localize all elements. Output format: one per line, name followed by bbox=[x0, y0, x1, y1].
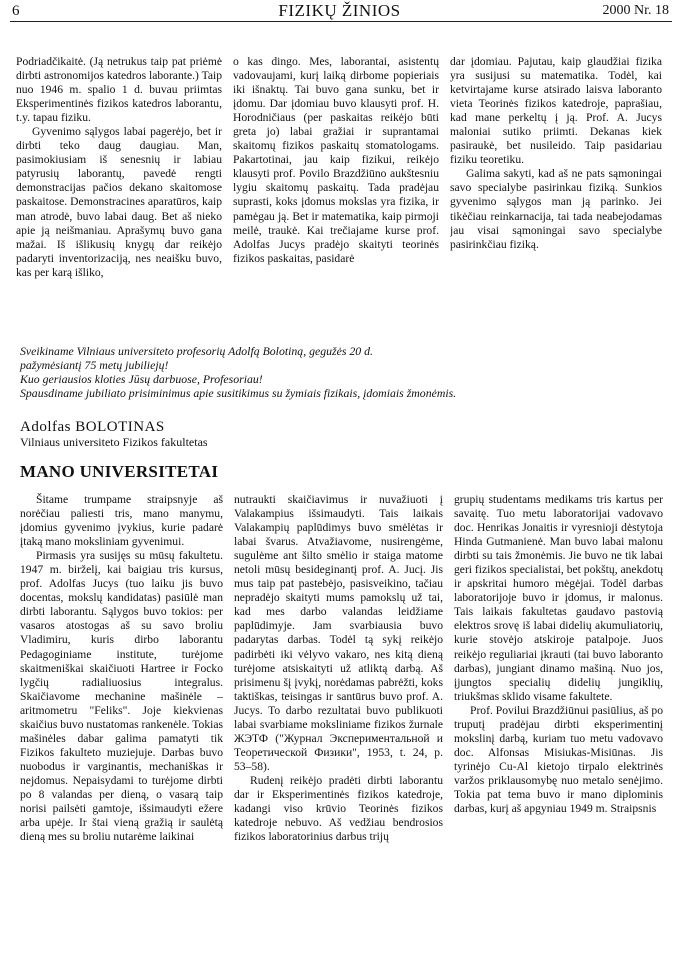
page-header bbox=[0, 0, 679, 22]
greeting-line: Kuo geriausios kloties Jūsų darbuose, Profesoriau! bbox=[20, 372, 263, 386]
paragraph: Šitame trumpame straipsnyje aš norėčiau paliesti tris, mano manymu, įdomius gyvenimo įvykius, kurie padarė įtaką mano moksliniam gyvenimui. bbox=[20, 493, 223, 549]
greeting-note bbox=[20, 344, 660, 400]
greeting-line: Spausdiname jubiliato prisiminimus apie susitikimus su žymiais fizikais, įdomiais žmonėmis. bbox=[20, 386, 457, 400]
header-rule bbox=[10, 21, 672, 22]
article-affiliation: Vilniaus universiteto Fizikos fakultetas bbox=[20, 435, 208, 449]
article-title: MANO UNIVERSITETAI bbox=[20, 462, 219, 481]
paragraph: Podriadčikaitė. (Ją netrukus taip pat priėmė dirbti astronomijos katedros laborante.) Taip nuo 1946 m. spalio 1 d. buvau priimtas Eksperimentinės fizikos katedros laborantu, t.y. tapau fiziku. bbox=[16, 55, 222, 125]
article-author: Adolfas BOLOTINAS bbox=[20, 419, 165, 435]
paragraph: dar įdomiau. Pajutau, kaip glaudžiai fizika yra susijusi su matematika. Todėl, kai ketvirtajame kurse atsirado laisva laboranto vieta Teorinės fizikos katedroje, paprašiau, kad mane perkeltų į ją. Prof. A. Jucys maloniai sutiko priimti. Dekanas kiek pasiraukė, bet nusileido. Taip pasidariau fiziku teoretiku. bbox=[450, 55, 662, 167]
paragraph: o kas dingo. Mes, laborantai, asistentų vadovaujami, kurį laiką dirbome popieriais iki išnaktų. Tai buvo gana sunku, bet ir įdomu. Dar įdomiau buvo klausyti prof. H. Horodničiaus (per paskaitas reikėjo būti greta jo) labai gražiai ir suprantamai skaitomų fizikos paskaitų stomatologams. Pakartotinai, jau kaip fizikui, reikėjo klausyti prof. Povilo Brazdžiūno aukštesniu lygiu skaitomų paskaitų. Tada pradėjau suprasti, koks įdomus mokslas yra fizika, ir pamėgau ją. Bet ir matematika, kaip pirmoji meilė, traukė. Kai trečiajame kurse prof. Adolfas Jucys pradėjo skaityti teorinės fizikos paskaitas, pasidarė bbox=[233, 55, 439, 265]
issue-label: 2000 Nr. 18 bbox=[602, 3, 669, 18]
top-column-3 bbox=[450, 55, 662, 333]
paragraph: Rudenį reikėjo pradėti dirbti laborantu dar ir Eksperimentinės fizikos katedroje, kadangi viso krūvio Teorinės fizikos katedroje nebuvo. Aš vedžiau bendrosios fizikos laboratorinius darbus trijų bbox=[234, 773, 443, 844]
paragraph: Pirmasis yra susijęs su mūsų fakultetu. 1947 m. birželį, kai baigiau tris kursus, prof. Adolfas Jucys (tuo laiku jis buvo docentas, mokslų kandidatas) pasiūlė man dirbti laborantu. Sąlygos buvo tokios: per vasaros atostogas aš su savo broliu Vladimiru, kuris dirbo laborantu Pedagoginiame institute, turėjome skaitmeniškai skaičiuoti Hartree ir Focko lygčių radialiuosius integralus. Skaičiavome mechanine mašinėle – aritmometru "Feliks". Joje kiekvienas skaičius buvo nustatomas rankenėle. Tokias mašinėles dabar galima pamatyti tik Fizikos fakulteto muziejuje. Darbas buvo nuobodus ir varginantis, mechaniškas ir nejdomus. Nepaisydami to turėjome dirbti po 8 valandas per dieną, o vasarą taip norisi pailsėti gamtoje, išsimaudyti ežere arba upėje. Ir štai vieną gražią ir saulėtą dieną mes su broliu nutarėme laikinai bbox=[20, 549, 223, 844]
page-number: 6 bbox=[12, 3, 20, 19]
paragraph: grupių studentams medikams tris kartus per savaitę. Tuo metu laboratorijai vadovavo doc. Henrikas Jonaitis ir vyresnioji dėstytoja Hinda Gutmanienė. Man buvo labai malonu dirbti su tais žmonėmis. Jie buvo ne tik labai geri fizikos specialistai, bet pokštų, anekdotų ir apskritai humoro mėgėjai. Todėl darbas laboratorijoje buvo ir įdomus, ir malonus. Tais laikais fakultetas gaudavo pastovią elektros srovę iš labai didelių akumuliatorių, kurie stovėjo atskiroje patalpoje. Juos reikėjo reguliariai įkrauti (tai buvo laboranto darbas), jungiant dinamo mašiną. Nuo jos, įjungtos specialių didelių jungiklių, triukšmas sklido visame fakultete. bbox=[454, 493, 663, 703]
article-column-3 bbox=[454, 493, 663, 979]
paragraph: Galima sakyti, kad aš ne pats sąmoningai savo specialybe pasirinkau fiziką. Sunkios gyvenimo sąlygos man ją parinko. Jei tikėčiau reinkarnacija, tai tada neabejodamas jau visai sąmoningai savo specialybe pasirinkčiau fiziką. bbox=[450, 167, 662, 251]
paragraph: Prof. Povilui Brazdžiūnui pasiūlius, aš po truputį pradėjau dirbti eksperimentinį mokslinį darbą, kuriam tuo metu vadovavo doc. Alfonsas Misiukas-Misiūnas. Jis tyrinėjo Cu-Al kietojo tirpalo elektrinės varžos priklausomybę nuo metalo senėjimo. Tokia pat tema buvo ir mano diplominis darbas, kurį aš apgyniau 1949 m. Straipsnis bbox=[454, 703, 663, 816]
greeting-line: Sveikiname Vilniaus universiteto profesorių Adolfą Bolotiną, gegužės 20 d. bbox=[20, 344, 373, 358]
paragraph: nutraukti skaičiavimus ir nuvažiuoti į Valakampius išsimaudyti. Tais laikais Valakampių paplūdimys buvo smėlėtas ir labai švarus. Atvažiavome, nusirengėme, sugulėme ant šilto smėlio ir staiga matome netoli mūsų besideginantį prof. A. Jucį. Jis mus taip pat pastebėjo, pasisveikino, tačiau nepradėjo skaityti mums pamokslų už tai, kad mes darbo valandas leidžiame paplūdimyje. Jam svarbiausia buvo padarytas darbas. Todėl tą sykį reikėjo padirbėti iki vėlyvo vakaro, nes kitą dieną turėjome atsiskaityti už atliktą darbą. Aš prisimenu šį įvykį, norėdamas pabrėžti, koks taktiškas, teisingas ir santūrus buvo prof. A. Jucys. To darbo rezultatai buvo publikuoti labai svarbiame moksliniame fizikos žurnale ЖЭТФ ("Журнал Экспериментальной и Теоретической Физики", 1953, t. 24, p. 53–58). bbox=[234, 493, 443, 773]
top-column-1 bbox=[16, 55, 222, 333]
article-column-1 bbox=[20, 493, 223, 979]
journal-title: FIZIKŲ ŽINIOS bbox=[278, 1, 401, 20]
paragraph: Gyvenimo sąlygos labai pagerėjo, bet ir dirbti teko daug daugiau. Man, pasimokiusiam iš senesnių ir labiau patyrusių laborantų, pavedė rengti demonstracijas pačios dekano skaitomose paskaitose. Demonstracines aparatūros, kaip man atrodė, buvo labai daug. Bet aš nieko apie ją neišmaniau. Aprašymų buvo gana mažai. Iš išlikusių knygų dar reikėjo padaryti inventorizaciją, nes neaišku buvo, kas per karą išliko, bbox=[16, 125, 222, 279]
article-column-2 bbox=[234, 493, 443, 979]
greeting-line: pažymėsiantį 75 metų jubiliejų! bbox=[20, 358, 169, 372]
top-column-2 bbox=[233, 55, 439, 333]
